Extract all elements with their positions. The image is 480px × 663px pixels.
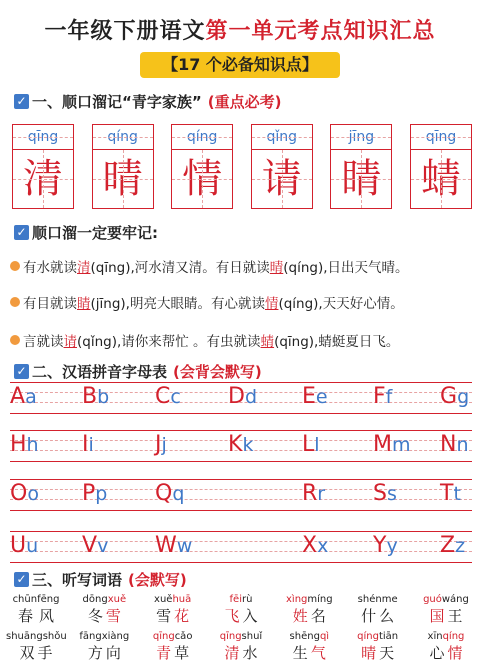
lowercase-letter: t: [453, 483, 461, 505]
letter-pair: [155, 479, 184, 509]
rhyme-text: (qīng),河水清又清。有日就读: [90, 260, 270, 276]
rhyme-text: 言就读: [23, 334, 64, 350]
vocab-char-2: 花: [174, 607, 190, 625]
uppercase-letter: B: [82, 384, 98, 409]
alphabet-row: [10, 531, 472, 561]
lowercase-letter: h: [26, 434, 39, 456]
vocab-char-1: 雪: [156, 607, 172, 625]
uppercase-letter: Z: [440, 533, 456, 558]
uppercase-letter: Q: [155, 481, 173, 506]
vocab-pinyin-1: dōng: [82, 594, 108, 605]
vocab-char-2: 王: [447, 607, 463, 625]
lowercase-letter: p: [95, 483, 108, 505]
rhyme-line: [10, 330, 399, 350]
vocab-pinyin-1: shén: [357, 594, 382, 605]
vocab-pinyin-2: wáng: [441, 594, 469, 605]
letter-pair: [82, 382, 109, 412]
card-character: 请: [251, 149, 313, 209]
vocab-char-2: 入: [242, 607, 258, 625]
vocab-pinyin: [74, 631, 134, 642]
card-pinyin: qǐng: [251, 124, 313, 149]
letter-pair: [228, 430, 253, 460]
character-card: [92, 124, 154, 210]
vocab-chars: [74, 642, 134, 663]
card-pinyin: qíng: [171, 124, 233, 149]
vocab-pinyin: [211, 631, 271, 642]
uppercase-letter: A: [10, 384, 26, 409]
vocab-char-1: 清: [224, 644, 240, 662]
letter-pair: [302, 382, 328, 412]
letter-pair: [10, 382, 37, 412]
checkbox-icon: ✓: [14, 364, 29, 379]
vocab-pinyin: [6, 594, 66, 605]
letter-pair: [302, 479, 325, 509]
vocab-chars: [74, 605, 134, 626]
card-pinyin: jīng: [330, 124, 392, 149]
vocab-pinyin: [143, 594, 203, 605]
letter-pair: [155, 382, 181, 412]
uppercase-letter: N: [440, 432, 457, 457]
uppercase-letter: W: [155, 533, 177, 558]
lowercase-letter: r: [317, 483, 326, 505]
character-card: [410, 124, 472, 210]
vocab-chars: [143, 642, 203, 663]
lowercase-letter: n: [456, 434, 469, 456]
letter-pair: [302, 531, 328, 561]
vocab-pinyin-2: qì: [319, 631, 330, 642]
page-title: [0, 14, 480, 45]
rhyme-key-char: 情: [264, 296, 279, 312]
uppercase-letter: R: [302, 481, 318, 506]
lowercase-letter: w: [176, 535, 193, 557]
uppercase-letter: V: [82, 533, 98, 558]
lowercase-letter: a: [25, 386, 37, 408]
vocab-pinyin: [279, 594, 339, 605]
vocab-pinyin-1: xīn: [427, 631, 443, 642]
letter-pair: [440, 531, 465, 561]
character-card: [171, 124, 233, 210]
checkbox-icon: ✓: [14, 94, 29, 109]
letter-pair: [82, 430, 94, 460]
vocab-word: [416, 631, 476, 663]
section-1-highlight: (重点必考): [207, 93, 282, 111]
bullet-icon: [10, 297, 20, 307]
vocab-pinyin-2: xuě: [107, 594, 127, 605]
vocab-chars: [211, 642, 271, 663]
vocab-char-2: 气: [310, 644, 326, 662]
lowercase-letter: s: [386, 483, 397, 505]
badge: 【17 个必备知识点】: [140, 52, 340, 78]
section-1-heading: [14, 91, 281, 112]
rhyme-text: (qíng),日出天气晴。: [283, 260, 409, 276]
writing-lines: [10, 531, 472, 563]
character-card: [251, 124, 313, 210]
card-character: 情: [171, 149, 233, 209]
vocab-chars: [279, 605, 339, 626]
uppercase-letter: M: [373, 432, 392, 457]
vocab-char-1: 春: [17, 607, 33, 625]
vocab-pinyin: [279, 631, 339, 642]
vocab-row: [6, 594, 476, 626]
letter-pair: [373, 430, 411, 460]
uppercase-letter: J: [155, 432, 162, 457]
uppercase-letter: G: [440, 384, 458, 409]
vocab-pinyin-2: shuǐ: [241, 631, 263, 642]
letter-pair: [440, 479, 461, 509]
section-3-heading: [14, 569, 187, 590]
vocab-pinyin: [348, 594, 408, 605]
vocab-pinyin-1: fēi: [229, 594, 242, 605]
card-character: 睛: [330, 149, 392, 209]
lowercase-letter: g: [457, 386, 470, 408]
vocab-word: [6, 631, 66, 663]
card-pinyin: qīng: [410, 124, 472, 149]
vocab-pinyin-1: guó: [423, 594, 442, 605]
vocab-pinyin-1: qíng: [357, 631, 379, 642]
vocab-pinyin-2: cǎo: [174, 631, 193, 642]
letter-pair: [373, 382, 392, 412]
vocab-pinyin-1: chūn: [12, 594, 38, 605]
letter-pair: [155, 430, 167, 460]
vocab-pinyin-2: huā: [172, 594, 192, 605]
vocab-pinyin: [416, 631, 476, 642]
vocab-word: [74, 594, 134, 626]
vocab-chars: [416, 605, 476, 626]
rhyme-key-char: 睛: [77, 296, 91, 312]
vocab-chars: [416, 642, 476, 663]
vocab-char-2: 雪: [105, 607, 121, 625]
vocab-char-2: 么: [379, 607, 395, 625]
lowercase-letter: m: [391, 434, 411, 456]
lowercase-letter: o: [27, 483, 39, 505]
vocab-pinyin-2: shǒu: [42, 631, 67, 642]
section-2-title: 二、汉语拼音字母表: [32, 363, 168, 381]
rhyme-line: [10, 256, 409, 276]
vocab-word: [348, 631, 408, 663]
vocab-pinyin-2: me: [381, 594, 398, 605]
rhyme-text: (qíng),天天好心情。: [278, 296, 404, 312]
section-2-highlight: (会背会默写): [173, 363, 262, 381]
uppercase-letter: E: [302, 384, 316, 409]
lowercase-letter: f: [385, 386, 393, 408]
vocab-chars: [211, 605, 271, 626]
lowercase-letter: c: [170, 386, 181, 408]
section-3-title: 三、听写词语: [32, 571, 123, 589]
letter-pair: [373, 531, 398, 561]
letter-pair: [82, 531, 108, 561]
vocab-pinyin-2: rù: [241, 594, 253, 605]
vocab-word: [6, 594, 66, 626]
vocab-word: [211, 594, 271, 626]
letter-pair: [155, 531, 192, 561]
lowercase-letter: b: [97, 386, 110, 408]
vocab-char-1: 国: [429, 607, 445, 625]
card-character: 蜻: [410, 149, 472, 209]
vocab-word: [279, 594, 339, 626]
vocab-pinyin-2: míng: [307, 594, 333, 605]
vocab-char-2: 手: [37, 644, 53, 662]
bullet-icon: [10, 261, 20, 271]
vocab-chars: [6, 642, 66, 663]
vocab-chars: [143, 605, 203, 626]
alphabet-row: [10, 430, 472, 460]
section-2-heading: [14, 361, 262, 382]
lowercase-letter: v: [97, 535, 109, 557]
character-card: [12, 124, 74, 210]
uppercase-letter: D: [228, 384, 245, 409]
uppercase-letter: H: [10, 432, 27, 457]
vocab-pinyin: [6, 631, 66, 642]
vocab-chars: [348, 605, 408, 626]
uppercase-letter: I: [82, 432, 89, 457]
rhyme-key-char: 请: [63, 334, 77, 350]
card-pinyin: qíng: [92, 124, 154, 149]
rhyme-text: (qīng),蜻蜓夏日飞。: [274, 334, 400, 350]
vocab-chars: [6, 605, 66, 626]
vocab-pinyin: [74, 594, 134, 605]
letter-pair: [82, 479, 107, 509]
vocab-row: [6, 631, 476, 663]
lowercase-letter: i: [88, 434, 94, 456]
vocab-pinyin-1: qīng: [152, 631, 175, 642]
vocab-char-1: 双: [19, 644, 35, 662]
vocab-char-1: 方: [87, 644, 103, 662]
letter-pair: [373, 479, 397, 509]
vocab-pinyin: [348, 631, 408, 642]
rhyme-text: (qǐng),请你来帮忙 。有虫就读: [77, 334, 261, 350]
rhyme-key-char: 晴: [269, 260, 284, 276]
vocab-pinyin: [143, 631, 203, 642]
letter-pair: [440, 382, 469, 412]
alphabet-row: [10, 479, 472, 509]
lowercase-letter: z: [455, 535, 466, 557]
rhyme-text: (jīng),明亮大眼睛。有心就读: [90, 296, 265, 312]
lowercase-letter: e: [315, 386, 328, 408]
vocab-word: [143, 594, 203, 626]
vocab-char-2: 水: [242, 644, 258, 662]
vocab-char-1: 冬: [87, 607, 103, 625]
uppercase-letter: O: [10, 481, 28, 506]
vocab-word: [416, 594, 476, 626]
checkbox-icon: ✓: [14, 572, 29, 587]
card-character: 清: [12, 149, 74, 209]
vocab-char-2: 风: [39, 607, 55, 625]
vocab-char-2: 名: [310, 607, 326, 625]
character-cards: [12, 124, 472, 210]
vocab-pinyin-2: fēng: [37, 594, 60, 605]
vocab-char-2: 向: [105, 644, 121, 662]
lowercase-letter: j: [161, 434, 167, 456]
lowercase-letter: y: [386, 535, 398, 557]
vocab-char-1: 晴: [361, 644, 377, 662]
checkbox-icon: ✓: [14, 225, 29, 240]
uppercase-letter: L: [302, 432, 315, 457]
rhyme-text: 有目就读: [23, 296, 77, 312]
vocab-pinyin: [211, 594, 271, 605]
rhyme-line: [10, 292, 404, 312]
letter-pair: [10, 531, 38, 561]
rhyme-heading: [14, 222, 158, 243]
letter-pair: [440, 430, 469, 460]
card-pinyin: qīng: [12, 124, 74, 149]
vocab-pinyin-1: xuě: [154, 594, 173, 605]
uppercase-letter: P: [82, 481, 96, 506]
rhyme-title: 顺口溜一定要牢记:: [32, 224, 158, 242]
letter-pair: [228, 382, 257, 412]
vocab-chars: [348, 642, 408, 663]
vocab-pinyin-2: tiān: [378, 631, 399, 642]
uppercase-letter: Y: [373, 533, 387, 558]
bullet-icon: [10, 335, 20, 345]
vocab-pinyin-1: shuāng: [6, 631, 43, 642]
vocab-word: [143, 631, 203, 663]
title-red: 第一单元考点知识汇总: [205, 19, 436, 44]
rhyme-key-char: 蜻: [260, 334, 275, 350]
vocab-char-2: 情: [447, 644, 463, 662]
section-3-highlight: (会默写): [128, 571, 187, 589]
uppercase-letter: K: [228, 432, 243, 457]
vocab-pinyin-1: qīng: [219, 631, 242, 642]
uppercase-letter: C: [155, 384, 171, 409]
rhyme-text: 有水就读: [23, 260, 77, 276]
vocab-char-1: 生: [292, 644, 308, 662]
uppercase-letter: F: [373, 384, 386, 409]
lowercase-letter: l: [314, 434, 320, 456]
vocab-pinyin-2: xiàng: [101, 631, 130, 642]
lowercase-letter: u: [26, 535, 39, 557]
uppercase-letter: S: [373, 481, 387, 506]
vocab-char-1: 什: [361, 607, 377, 625]
lowercase-letter: d: [244, 386, 258, 408]
letter-pair: [302, 430, 320, 460]
character-card: [330, 124, 392, 210]
vocab-word: [74, 631, 134, 663]
vocab-word: [348, 594, 408, 626]
rhyme-key-char: 清: [77, 260, 91, 276]
uppercase-letter: X: [302, 533, 318, 558]
lowercase-letter: q: [172, 483, 185, 505]
vocab-char-1: 青: [156, 644, 172, 662]
letter-pair: [10, 479, 39, 509]
letter-pair: [10, 430, 39, 460]
lowercase-letter: k: [242, 434, 254, 456]
vocab-pinyin-1: fāng: [79, 631, 102, 642]
vocab-char-2: 草: [174, 644, 190, 662]
vocab-char-2: 天: [379, 644, 395, 662]
vocab-pinyin: [416, 594, 476, 605]
vocab-chars: [279, 642, 339, 663]
card-character: 晴: [92, 149, 154, 209]
uppercase-letter: T: [440, 481, 454, 506]
alphabet-row: [10, 382, 472, 412]
lowercase-letter: x: [317, 535, 329, 557]
vocab-char-1: 姓: [292, 607, 308, 625]
section-1-title: 一、顺口溜记“青字家族”: [32, 93, 202, 111]
vocab-char-1: 飞: [224, 607, 240, 625]
vocab-pinyin-1: xìng: [286, 594, 308, 605]
title-black: 一年级下册语文: [44, 19, 206, 44]
vocab-pinyin-2: qíng: [442, 631, 465, 642]
vocab-word: [211, 631, 271, 663]
vocab-pinyin-1: shēng: [289, 631, 320, 642]
writing-lines: [10, 479, 472, 511]
uppercase-letter: U: [10, 533, 27, 558]
vocab-char-1: 心: [429, 644, 445, 662]
vocab-word: [279, 631, 339, 663]
